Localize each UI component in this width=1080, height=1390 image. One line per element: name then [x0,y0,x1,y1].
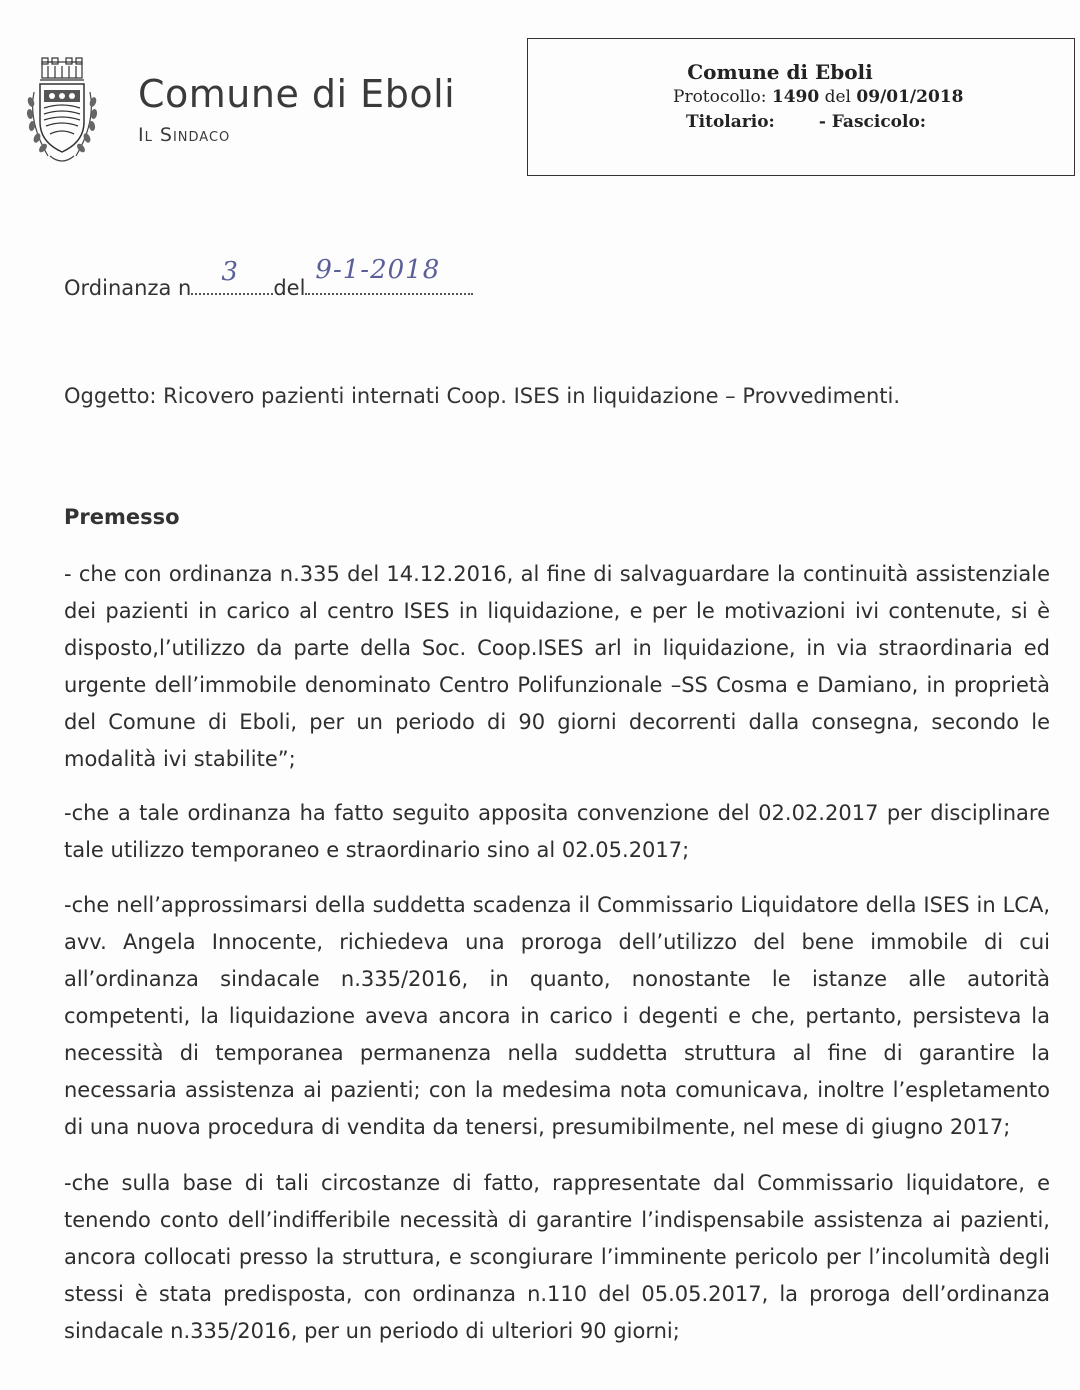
ordinanza-label: Ordinanza n [64,276,192,300]
header-subtitle: Il Sindaco [138,124,231,146]
stamp-title: Comune di Eboli [687,60,873,84]
stamp-titolario-line [686,112,926,132]
ordinanza-line [64,255,473,300]
paragraph-2: -che a tale ordinanza ha fatto seguito apposita convenzione del 02.02.2017 per disciplinare tale utilizzo temporaneo e straordinario sino al 02.05.2017; [64,801,1050,862]
ordinanza-date-handwritten: 9-1-2018 [315,255,441,285]
ordinanza-number-handwritten: 3 [221,257,238,287]
protocol-stamp [527,38,1075,176]
paragraph-1: - che con ordinanza n.335 del 14.12.2016, al fine di salvaguardare la continuità assistenziale dei pazienti in carico al centro ISES in liquidazione, e per le motivazioni ivi contenute, si è disposto,l’utilizzo da parte della Soc. Coop.ISES arl in liquidazione, in via straordinaria ed urgente dell’immobile denominato Centro Polifunzionale –SS Cosma e Damiano, in proprietà del Comune di Eboli, per un periodo di 90 giorni decorrenti dalla consegna, secondo le modalità ivi stabilite”; [64,562,1050,771]
premesso-heading: Premesso [64,505,180,529]
coat-of-arms-icon [22,56,102,172]
oggetto-line: Oggetto: Ricovero pazienti internati Coop. ISES in liquidazione – Provvedimenti. [64,384,901,408]
paragraph-3: -che nell’approssimarsi della suddetta scadenza il Commissario Liquidatore della ISES in LCA, avv. Angela Innocente, richiedeva una proroga dell’utilizzo del bene immobile di cui all’ordinanza sindacale n.335/2016, in quanto, nonostante le istanze alle autorità competenti, la liquidazione aveva ancora in carico i degenti e che, pertanto, persisteva la necessità di temporanea permanenza nella suddetta struttura al fine di garantire la necessaria assistenza ai pazienti; con la medesima nota comunicava, inoltre l’espletamento di una nuova procedura di vendita da tenersi, presumibilmente, nel mese di giugno 2017; [64,893,1050,1139]
protocol-del-label: del [824,87,851,107]
protocol-label: Protocollo: [673,87,767,107]
protocol-number: 1490 [771,87,820,107]
stamp-protocol-line [673,87,963,107]
header-title: Comune di Eboli [138,72,456,116]
fascicolo-label: - Fascicolo: [818,112,927,132]
paragraph-4: -che sulla base di tali circostanze di fatto, rappresentate dal Commissario liquidatore, e tenendo conto dell’indifferibile necessità di garantire l’indispensabile assistenza ai pazienti, ancora collocati presso la struttura, e scongiurare l’imminente pericolo per l’incolumità degli stessi è stata predisposta, con ordinanza n.110 del 05.05.2017, la proroga dell’ordinanza sindacale n.335/2016, per un periodo di ulteriori 90 giorni; [64,1171,1050,1343]
ordinanza-del-label: del [273,276,306,300]
ordinanza-date-field [305,255,473,295]
protocol-date: 09/01/2018 [856,87,964,107]
ordinanza-number-field [191,257,273,295]
titolario-label: Titolario: [686,112,775,132]
